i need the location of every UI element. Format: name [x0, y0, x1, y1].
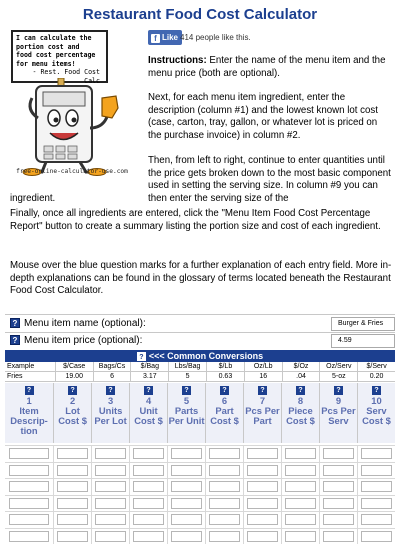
ingredient-input-col-6[interactable] — [209, 465, 239, 476]
ingredient-input-col-3[interactable] — [95, 481, 125, 492]
ingredient-input-col-6[interactable] — [209, 531, 239, 542]
like-count: 414 people like this. — [180, 33, 251, 42]
conversions-header-cell: Lbs/Bag — [169, 362, 207, 372]
conversions-cell: 6 — [94, 372, 132, 382]
ingredient-cell — [358, 446, 395, 462]
ingredient-cell — [92, 479, 130, 495]
conversions-cell: 0.20 — [358, 372, 395, 382]
help-icon[interactable]: ? — [10, 335, 20, 345]
ingredient-input-col-9[interactable] — [323, 498, 353, 509]
conversions-header-cell: Example — [5, 362, 56, 372]
like-label: Like — [162, 33, 179, 42]
instructions-label: Instructions: — [148, 55, 207, 66]
ingredient-cell — [358, 529, 395, 545]
help-icon[interactable]: ? — [182, 386, 191, 395]
ingredient-input-col-10[interactable] — [361, 448, 391, 459]
menu-item-price-label: Menu item price (optional): — [24, 335, 143, 346]
ingredient-cell — [282, 463, 320, 479]
divider — [5, 332, 395, 333]
help-icon[interactable]: ? — [25, 386, 34, 395]
conversions-header-cell: $/Oz — [283, 362, 321, 372]
ingredient-input-col-9[interactable] — [323, 448, 353, 459]
column-number: 9 — [335, 395, 342, 406]
intro-paragraph-4: Finally, once all ingredients are entered, click the "Menu Item Food Cost Percentage Report" button to create a summary listing the portion size and cost of each ingredient. — [10, 208, 381, 232]
ingredient-input-col-8[interactable] — [285, 448, 315, 459]
ingredient-input-col-4[interactable] — [133, 498, 163, 509]
ingredient-cell — [244, 446, 282, 462]
column-header-3 — [92, 383, 130, 443]
conversions-header-cell: $/Case — [56, 362, 94, 372]
ingredient-cell — [54, 446, 92, 462]
column-header-8 — [282, 383, 320, 443]
conversions-header-cell: $/Lb — [207, 362, 245, 372]
column-header-10 — [358, 383, 395, 443]
conversions-header-cell: Bags/Cs — [94, 362, 132, 372]
ingredient-cell — [244, 529, 282, 545]
ingredient-input-col-3[interactable] — [95, 531, 125, 542]
ingredient-input-col-9[interactable] — [323, 481, 353, 492]
column-label: Pcs Per Part — [245, 405, 280, 426]
column-label: Unit Cost $ — [134, 405, 163, 426]
ingredient-input-col-7[interactable] — [247, 498, 277, 509]
intro-paragraph-2: Next, for each menu item ingredient, enter the description (column #1) and the lowest known lot cost (case, carton, tray, gallon, or whatever lot is priced on the purchase invoice) in column #2. — [148, 92, 378, 141]
ingredient-cell — [206, 512, 244, 528]
ingredient-cell — [282, 496, 320, 512]
ingredient-input-col-7[interactable] — [247, 514, 277, 525]
ingredient-input-col-5[interactable] — [171, 498, 201, 509]
ingredient-cell — [282, 446, 320, 462]
ingredient-input-col-10[interactable] — [361, 514, 391, 525]
sign-signature: - Rest. Food Cost Calc — [32, 68, 100, 85]
ingredient-cell — [320, 496, 358, 512]
ingredient-cell — [5, 496, 54, 512]
ingredient-cell — [5, 446, 54, 462]
ingredient-input-col-2[interactable] — [57, 514, 87, 525]
column-number: 4 — [145, 395, 152, 406]
ingredient-cell — [358, 512, 395, 528]
ingredient-cell — [54, 512, 92, 528]
ingredient-input-col-3[interactable] — [95, 448, 125, 459]
ingredient-cell — [130, 512, 168, 528]
column-label: Units Per Lot — [94, 405, 127, 426]
ingredient-input-col-7[interactable] — [247, 531, 277, 542]
ingredient-cell — [282, 512, 320, 528]
column-number: 10 — [371, 395, 382, 406]
ingredient-input-col-7[interactable] — [247, 465, 277, 476]
ingredient-input-col-6[interactable] — [209, 448, 239, 459]
ingredient-input-col-5[interactable] — [171, 465, 201, 476]
conversions-cell: Fries — [5, 372, 56, 382]
ingredient-input-col-8[interactable] — [285, 498, 315, 509]
ingredient-cell — [5, 479, 54, 495]
ingredient-input-col-8[interactable] — [285, 465, 315, 476]
column-label: Parts Per Unit — [168, 405, 205, 426]
ingredient-input-col-3[interactable] — [95, 514, 125, 525]
ingredient-cell — [54, 529, 92, 545]
sign-line: for menu items! — [16, 59, 76, 68]
ingredient-input-col-10[interactable] — [361, 498, 391, 509]
help-icon[interactable]: ? — [106, 386, 115, 395]
ingredient-input-col-4[interactable] — [133, 465, 163, 476]
column-number: 6 — [221, 395, 228, 406]
divider — [5, 314, 395, 315]
sign-line: I can calculate the — [16, 34, 92, 42]
help-icon[interactable]: ? — [137, 352, 146, 361]
ingredient-input-col-1[interactable] — [9, 481, 48, 492]
ingredient-input-col-10[interactable] — [361, 531, 391, 542]
conversions-header-row — [5, 362, 395, 372]
conversions-header-cell: $/Bag — [131, 362, 169, 372]
ingredient-cell — [358, 496, 395, 512]
column-header-4 — [130, 383, 168, 443]
help-icon[interactable]: ? — [334, 386, 343, 395]
help-icon[interactable]: ? — [220, 386, 229, 395]
ingredient-cell — [92, 463, 130, 479]
common-conversions-bar[interactable] — [5, 350, 395, 362]
page-title: Restaurant Food Cost Calculator — [82, 6, 318, 23]
ingredient-input-col-9[interactable] — [323, 514, 353, 525]
ingredient-input-col-8[interactable] — [285, 514, 315, 525]
ingredient-cell — [244, 496, 282, 512]
ingredient-cell — [206, 479, 244, 495]
menu-item-price-input[interactable]: 4.59 — [331, 334, 395, 348]
ingredient-cell — [320, 479, 358, 495]
ingredient-cell — [206, 529, 244, 545]
ingredient-cell — [92, 512, 130, 528]
column-header-7 — [244, 383, 282, 443]
mascot-url: free-online-calculator-use.com — [16, 168, 128, 175]
ingredient-cell — [282, 529, 320, 545]
ingredient-row — [5, 495, 395, 512]
ingredient-input-col-3[interactable] — [95, 465, 125, 476]
column-header-2 — [54, 383, 92, 443]
ingredient-input-col-2[interactable] — [57, 448, 87, 459]
column-label: Serv Cost $ — [362, 405, 391, 426]
ingredient-input-col-2[interactable] — [57, 465, 87, 476]
ingredient-input-col-2[interactable] — [57, 481, 87, 492]
conversions-cell: 3.17 — [131, 372, 169, 382]
ingredient-cell — [130, 479, 168, 495]
ingredient-input-col-6[interactable] — [209, 481, 239, 492]
ingredient-cell — [244, 512, 282, 528]
help-icon[interactable]: ? — [258, 386, 267, 395]
ingredient-cell — [130, 446, 168, 462]
column-header-9 — [320, 383, 358, 443]
ingredient-row — [5, 478, 395, 495]
ingredient-cell — [54, 463, 92, 479]
ingredient-cell — [168, 496, 206, 512]
column-header-6 — [206, 383, 244, 443]
ingredient-cell — [92, 446, 130, 462]
ingredient-cell — [130, 496, 168, 512]
ingredient-input-col-4[interactable] — [133, 481, 163, 492]
ingredient-input-col-5[interactable] — [171, 448, 201, 459]
ingredient-input-col-4[interactable] — [133, 514, 163, 525]
ingredient-input-col-2[interactable] — [57, 498, 87, 509]
column-header-5 — [168, 383, 206, 443]
menu-item-price-row — [5, 334, 395, 348]
ingredient-cell — [54, 496, 92, 512]
ingredient-row — [5, 462, 395, 479]
ingredient-cell — [54, 479, 92, 495]
ingredient-input-col-3[interactable] — [95, 498, 125, 509]
ingredient-input-col-5[interactable] — [171, 514, 201, 525]
column-label: Lot Cost $ — [58, 405, 87, 426]
ingredient-cell — [168, 479, 206, 495]
conversions-header-cell: $/Serv — [358, 362, 395, 372]
ingredient-cell — [358, 463, 395, 479]
ingredient-cell — [206, 446, 244, 462]
sign-line: food cost percentage — [16, 51, 96, 59]
ingredient-cell — [244, 479, 282, 495]
facebook-icon: f — [151, 34, 160, 43]
ingredient-cell — [206, 463, 244, 479]
ingredient-cell — [5, 463, 54, 479]
ingredient-cell — [320, 446, 358, 462]
ingredient-input-col-1[interactable] — [9, 498, 48, 509]
instructions-text: Enter the name of the menu item and the menu price (both are optional). — [148, 55, 386, 79]
help-icon[interactable]: ? — [144, 386, 153, 395]
ingredient-input-col-4[interactable] — [133, 448, 163, 459]
column-number: 1 — [26, 395, 32, 406]
ingredient-cell — [5, 512, 54, 528]
menu-item-name-input[interactable]: Burger & Fries — [331, 317, 395, 331]
menu-item-name-row — [5, 317, 395, 331]
intro-paragraph-5: Mouse over the blue question marks for a further explanation of each entry field. More in-depth explanations can be found in the glossary of terms located beneath the Restaurant Food Cost Calculator. — [10, 260, 392, 297]
conversions-cell: 19.00 — [56, 372, 94, 382]
ingredient-input-col-6[interactable] — [209, 498, 239, 509]
column-number: 8 — [297, 395, 304, 406]
conversions-cell: 5 — [169, 372, 207, 382]
intro-paragraph-3-end: ingredient. — [10, 193, 56, 204]
ingredient-cell — [168, 512, 206, 528]
ingredient-input-col-4[interactable] — [133, 531, 163, 542]
ingredient-cell — [130, 463, 168, 479]
conversions-header-cell: Oz/Lb — [245, 362, 283, 372]
ingredient-input-col-8[interactable] — [285, 531, 315, 542]
column-number: 3 — [107, 395, 114, 406]
ingredient-input-col-9[interactable] — [323, 531, 353, 542]
common-conversions-label: <<< Common Conversions — [148, 351, 264, 361]
column-label: Item Descrip- tion — [10, 405, 48, 436]
ingredient-cell — [130, 529, 168, 545]
ingredient-input-col-9[interactable] — [323, 465, 353, 476]
ingredient-cell — [358, 479, 395, 495]
ingredient-input-col-5[interactable] — [171, 531, 201, 542]
ingredient-input-col-2[interactable] — [57, 531, 87, 542]
conversions-cell: 16 — [245, 372, 283, 382]
ingredient-input-col-6[interactable] — [209, 514, 239, 525]
ingredient-input-col-1[interactable] — [9, 514, 48, 525]
ingredient-input-col-1[interactable] — [9, 448, 48, 459]
ingredient-rows — [5, 445, 395, 544]
conversions-header-cell: Oz/Serv — [320, 362, 358, 372]
conversions-cell: 0.63 — [207, 372, 245, 382]
column-header-1 — [5, 383, 54, 443]
conversions-table — [5, 362, 395, 382]
facebook-like-button[interactable] — [148, 30, 182, 45]
ingredient-cell — [168, 446, 206, 462]
column-number: 7 — [259, 395, 266, 406]
ingredient-cell — [320, 512, 358, 528]
mascot-sign — [11, 30, 108, 83]
ingredient-cell — [92, 496, 130, 512]
ingredient-input-col-8[interactable] — [285, 481, 315, 492]
conversions-cell: 5-oz — [320, 372, 358, 382]
sign-line: portion cost and — [16, 42, 80, 51]
column-headers — [5, 383, 395, 443]
conversions-example-row — [5, 372, 395, 382]
column-number: 2 — [69, 395, 76, 406]
column-label: Pcs Per Serv — [321, 405, 356, 426]
instructions-paragraph — [148, 55, 393, 80]
ingredient-cell — [168, 529, 206, 545]
ingredient-input-col-7[interactable] — [247, 448, 277, 459]
ingredient-input-col-7[interactable] — [247, 481, 277, 492]
ingredient-cell — [320, 463, 358, 479]
ingredient-cell — [206, 496, 244, 512]
ingredient-input-col-1[interactable] — [9, 531, 48, 542]
help-icon[interactable]: ? — [10, 318, 20, 328]
ingredient-cell — [282, 479, 320, 495]
column-label: Piece Cost $ — [286, 405, 315, 426]
help-icon[interactable]: ? — [68, 386, 77, 395]
ingredient-cell — [320, 529, 358, 545]
help-icon[interactable]: ? — [372, 386, 381, 395]
intro-paragraph-3: Then, from left to right, continue to enter quantities until the price gets broken down to the most basic component used in setting the serving size. In column #9 you can then enter the serving size of the — [148, 155, 391, 204]
ingredient-row — [5, 528, 395, 545]
ingredient-input-col-1[interactable] — [9, 465, 48, 476]
column-number: 5 — [183, 395, 190, 406]
ingredient-input-col-10[interactable] — [361, 465, 391, 476]
help-icon[interactable]: ? — [296, 386, 305, 395]
ingredient-cell — [92, 529, 130, 545]
ingredient-input-col-5[interactable] — [171, 481, 201, 492]
ingredient-cell — [244, 463, 282, 479]
ingredient-input-col-10[interactable] — [361, 481, 391, 492]
ingredient-row — [5, 511, 395, 528]
conversions-cell: .04 — [283, 372, 321, 382]
column-label: Part Cost $ — [210, 405, 239, 426]
ingredient-row — [5, 445, 395, 462]
ingredient-cell — [5, 529, 54, 545]
calculator-mascot-image — [12, 78, 127, 176]
ingredient-cell — [168, 463, 206, 479]
menu-item-name-label: Menu item name (optional): — [24, 318, 146, 329]
